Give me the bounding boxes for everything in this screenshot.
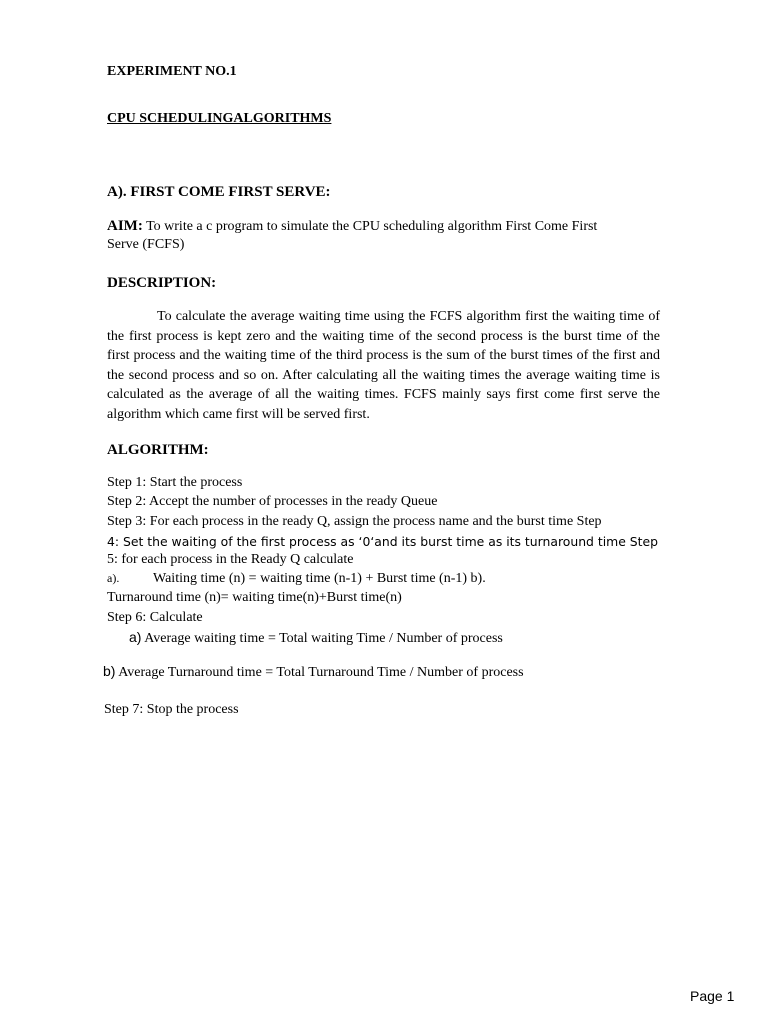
aim-line-2: Serve (FCFS) (107, 237, 185, 252)
step-5a-text: Waiting time (n) = waiting time (n-1) + Burst time (n-1) b). (153, 571, 486, 586)
step-6a-label: a) (129, 629, 142, 645)
subsection-title: A). FIRST COME FIRST SERVE: (107, 184, 331, 200)
description-heading: DESCRIPTION: (107, 275, 217, 291)
algorithm-step-2: Step 2: Accept the number of processes in the ready Queue (107, 494, 438, 509)
algorithm-heading: ALGORITHM: (107, 442, 209, 458)
step-6a-text: Average waiting time = Total waiting Time / Number of process (144, 631, 503, 646)
algorithm-step-5b: Turnaround time (n)= waiting time(n)+Burst time(n) (107, 590, 402, 605)
algorithm-step-5: 5: for each process in the Ready Q calculate (107, 552, 354, 567)
algorithm-step-3: Step 3: For each process in the ready Q, assign the process name and the burst time Step (107, 514, 602, 529)
algorithm-step-1: Step 1: Start the process (107, 475, 243, 490)
description-text: To calculate the average waiting time using the FCFS algorithm first the waiting time of the first process is kept zero and the waiting time of the second process is the burst time of the first process and the waiting time of the third process is the sum of the burst times of the first and the second process and so on. After calculating all the waiting times the average waiting time is calculated as the average of all the waiting times. FCFS mainly says first come first serve the algorithm which came first will be served first. (107, 309, 660, 422)
description-paragraph (107, 307, 660, 425)
algorithm-step-4: 4: Set the waiting of the first process as ‘0‘and its burst time as its turnaround time Step (107, 534, 659, 549)
experiment-title: EXPERIMENT NO.1 (107, 64, 237, 79)
step-5a-label: a). (107, 571, 120, 585)
aim-line-1 (107, 218, 597, 235)
page-number: Page 1 (690, 988, 735, 1004)
algorithm-step-6: Step 6: Calculate (107, 610, 203, 625)
algorithm-step-6a (129, 629, 503, 647)
algorithm-step-6b (103, 663, 524, 681)
section-title: CPU SCHEDULINGALGORITHMS (107, 111, 332, 126)
aim-label: AIM: (107, 218, 143, 234)
step-6b-label: b) (103, 663, 116, 679)
step-6b-text: Average Turnaround time = Total Turnaround Time / Number of process (118, 665, 524, 680)
algorithm-step-5a (107, 571, 486, 587)
aim-text: To write a c program to simulate the CPU scheduling algorithm First Come First (146, 219, 598, 234)
algorithm-step-7: Step 7: Stop the process (104, 702, 239, 717)
